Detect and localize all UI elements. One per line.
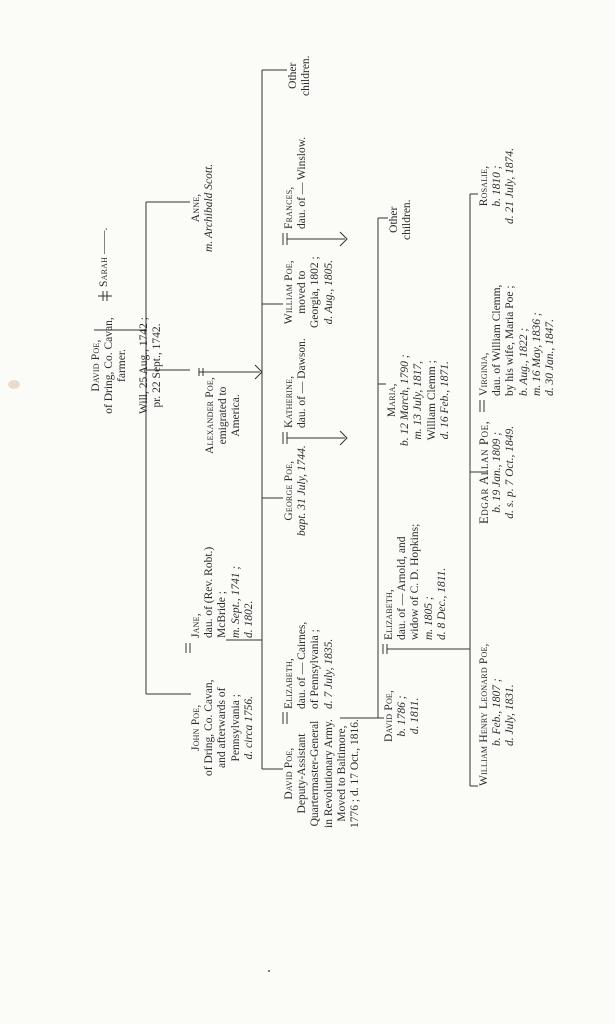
person-detail: moved to — [296, 270, 309, 314]
person-detail: of Dring, Co. Cavan, — [103, 317, 116, 414]
person-detail: d. 8 Dec., 1811. — [435, 567, 448, 640]
person-detail: America. — [230, 394, 243, 437]
person-detail: dau. of William Clemm, — [491, 284, 504, 396]
person-detail: m. Archibald Scott. — [203, 163, 216, 252]
person-detail: b. 19 Jan., 1809 ; — [491, 431, 504, 513]
person-name: Rosalie, — [478, 165, 490, 207]
other-label: Other — [287, 62, 299, 89]
other-children-gen4 — [388, 199, 414, 240]
person-david-poe-sr — [90, 317, 164, 414]
person-name: Elizabeth, — [283, 657, 295, 709]
person-detail: McBride ; — [216, 591, 229, 638]
person-detail: d. 1811. — [409, 697, 422, 735]
person-detail: widow of C. D. Hopkins; — [409, 523, 422, 640]
person-elizabeth-cairnes — [283, 622, 336, 709]
person-detail: d. 21 July, 1874. — [504, 147, 517, 224]
person-detail: and afterwards of — [216, 687, 229, 768]
person-detail: d. Aug., 1805. — [322, 260, 335, 325]
person-george-poe — [283, 445, 309, 536]
person-name: David Poe, — [283, 747, 295, 800]
person-jane — [190, 547, 256, 638]
person-name: Virginia, — [478, 352, 490, 396]
person-name: Jane, — [190, 613, 202, 638]
person-elizabeth-arnold — [383, 524, 449, 640]
person-detail: Georgia, 1802 ; — [309, 256, 322, 328]
person-edgar-allan-poe — [478, 421, 518, 524]
person-detail: d. s. p. 7 Oct., 1849. — [504, 425, 517, 519]
person-john-poe — [190, 680, 256, 776]
person-detail: b. 1786 ; — [396, 695, 409, 737]
person-name: Edgar Allan Poe, — [477, 420, 491, 524]
person-detail: b. Aug., 1822 ; — [517, 327, 530, 396]
person-detail: William Clemm ; — [425, 360, 438, 441]
person-detail: dau. of — Cairnes, — [296, 621, 309, 709]
person-name: David Poe, — [90, 339, 102, 392]
person-detail: farmer. — [116, 349, 129, 382]
person-detail: Quartermaster-General — [309, 720, 322, 827]
person-detail: Pennsylvania ; — [229, 694, 242, 762]
person-detail: m. 1805 ; — [422, 596, 435, 640]
person-detail: Will, 25 Aug., 1742 ; — [137, 317, 150, 414]
person-frances — [283, 137, 309, 229]
person-sarah — [98, 227, 111, 287]
person-detail: Moved to Baltimore, — [335, 725, 348, 822]
person-name: Maria, — [386, 383, 398, 418]
person-detail: d. circa 1756. — [242, 696, 255, 760]
person-name: Katherine, — [283, 375, 295, 428]
person-maria — [386, 354, 452, 446]
person-name: John Poe, — [190, 704, 202, 751]
person-name: William Poe, — [283, 260, 295, 325]
person-detail: d. 1802. — [242, 600, 255, 638]
person-detail: Deputy-Assistant — [296, 733, 309, 814]
person-rosalie — [478, 148, 518, 224]
person-detail: pr. 22 Sept., 1742. — [150, 323, 163, 408]
person-name: Alexander Poe, — [204, 376, 216, 454]
person-alexander-poe — [204, 377, 244, 454]
other-label: children. — [300, 55, 313, 96]
person-william-henry-leonard-poe — [478, 643, 518, 786]
person-detail: emigrated to — [217, 386, 230, 445]
person-detail: of Pennsylvania ; — [309, 629, 322, 709]
person-detail: 1776 ; d. 17 Oct., 1816. — [349, 719, 362, 828]
person-detail: m. 16 May, 1836 ; — [530, 312, 543, 396]
person-detail: in Revolutionary Army. — [322, 719, 335, 828]
person-detail: d. 16 Feb., 1871. — [438, 361, 451, 440]
person-name: Elizabeth, — [383, 588, 395, 640]
person-name: George Poe, — [283, 460, 295, 521]
person-david-poe-general — [283, 719, 362, 828]
person-name: William Henry Leonard Poe, — [478, 643, 490, 786]
other-label: children. — [401, 199, 414, 240]
person-detail: dau. of — Winslow. — [296, 136, 309, 229]
person-david-poe-jr — [383, 690, 423, 742]
person-detail: dau. of (Rev. Robt.) — [203, 546, 216, 638]
person-william-poe — [283, 256, 336, 328]
person-detail: by his wife, Maria Poe ; — [504, 285, 517, 396]
person-detail: b. 1810 ; — [491, 165, 504, 207]
person-detail: of Dring, Co. Cavan, — [203, 679, 216, 776]
person-detail: m. Sept., 1741 ; — [229, 565, 242, 638]
person-anne — [190, 164, 216, 252]
person-name: Frances, — [283, 186, 295, 229]
person-detail: d. 30 Jan., 1847. — [544, 319, 557, 396]
person-name: David Poe, — [383, 689, 395, 742]
person-detail: b. 12 March, 1790 ; — [399, 354, 412, 446]
person-katherine — [283, 338, 309, 428]
person-name: Sarah ——. — [98, 227, 110, 287]
person-detail: m. 13 July, 1817, — [412, 360, 425, 440]
other-label: Other — [388, 206, 400, 233]
person-detail: b. Feb., 1807 ; — [491, 678, 504, 746]
person-detail: dau. of — Arnold, and — [396, 536, 409, 640]
person-detail: dau. of — Dawson. — [296, 338, 309, 428]
person-virginia — [478, 285, 557, 396]
person-detail: bapt. 31 July, 1744. — [296, 445, 309, 536]
person-detail: d. July, 1831. — [504, 684, 517, 746]
person-name: Anne, — [190, 193, 202, 223]
other-children-gen3 — [287, 55, 313, 96]
person-detail: d. 7 July, 1835. — [322, 638, 335, 709]
